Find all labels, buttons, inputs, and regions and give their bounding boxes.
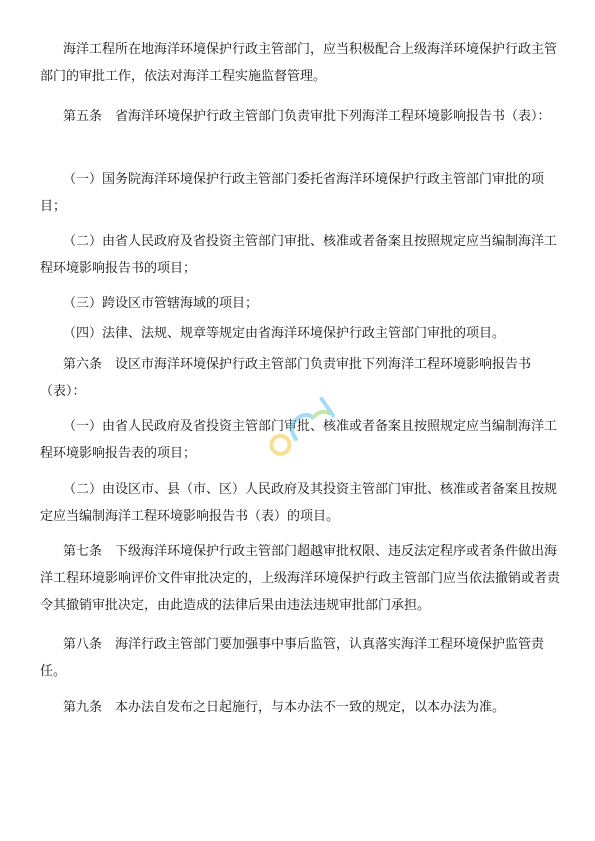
article-6-item-2: （二）由设区市、县（市、区）人民政府及其投资主管部门审批、核准或者备案且按规定应当编制海洋工程环境影响报告书（表）的项目。 [40, 482, 558, 524]
article-5: 第五条 省海洋环境保护行政主管部门负责审批下列海洋工程环境影响报告书（表）： [63, 109, 551, 124]
article-9: 第九条 本办法自发布之日起施行，与本办法不一致的规定，以本办法为准。 [63, 700, 506, 715]
article-5-item-3: （三）跨设区市管辖海域的项目； [63, 296, 259, 311]
article-6-item-1: （一）由省人民政府及省投资主管部门审批、核准或者备案且按照规定应当编制海洋工程环境影响报告表的项目； [40, 419, 558, 461]
article-6: 第六条 设区市海洋环境保护行政主管部门负责审批下列海洋工程环境影响报告书（表）： [40, 357, 532, 399]
article-5-item-1: （一）国务院海洋环境保护行政主管部门委托省海洋环境保护行政主管部门审批的项目； [40, 172, 545, 214]
article-5-item-2: （二）由省人民政府及省投资主管部门审批、核准或者备案且按照规定应当编制海洋工程环境影响报告书的项目； [40, 234, 558, 276]
article-5-item-4: （四）法律、法规、规章等规定由省海洋环境保护行政主管部门审批的项目。 [63, 326, 506, 341]
article-7: 第七条 下级海洋环境保护行政主管部门超越审批权限、违反法定程序或者条件做出海洋工程环境影响评价文件审批决定的，上级海洋环境保护行政主管部门应当依法撤销或者责令其撤销审批决定，由此造成的法律后果由违法违规审批部门承担。 [40, 544, 561, 613]
article-8: 第八条 海洋行政主管部门要加强事中事后监管，认真落实海洋工程环境保护监管责任。 [40, 637, 545, 679]
paragraph-intro: 海洋工程所在地海洋环境保护行政主管部门，应当积极配合上级海洋环境保护行政主管部门的审批工作，依法对海洋工程实施监督管理。 [40, 42, 558, 84]
